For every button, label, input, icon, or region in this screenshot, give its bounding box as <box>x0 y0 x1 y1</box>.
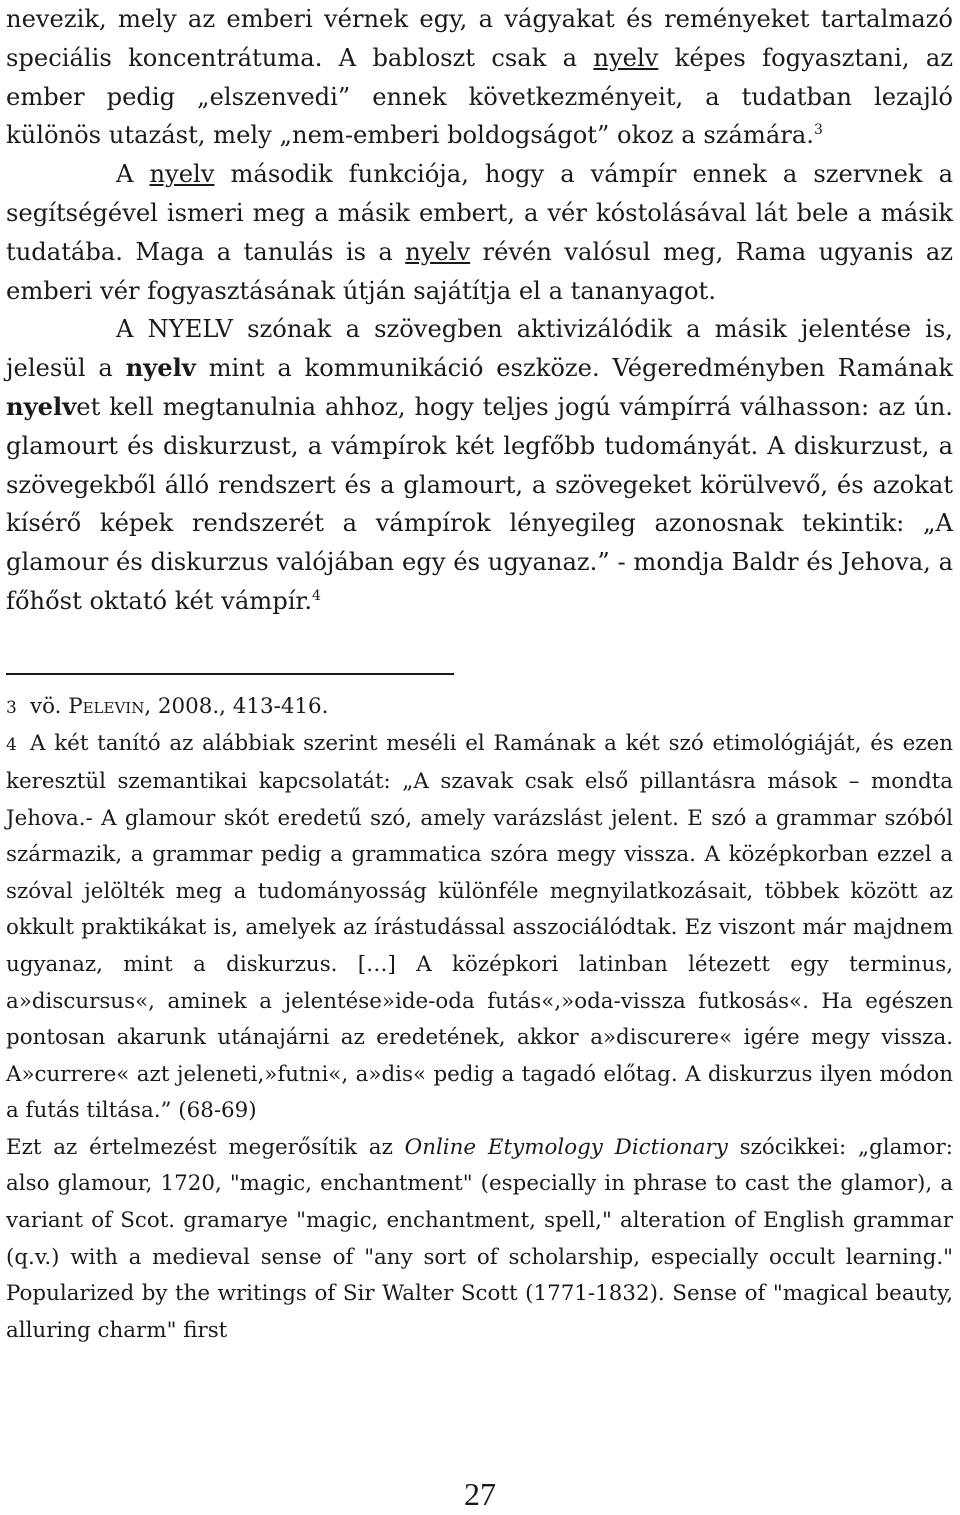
paragraph-2-text: A <box>116 160 150 189</box>
main-text <box>6 0 953 621</box>
footnote-ref-4[interactable]: 4 <box>312 587 321 604</box>
paragraph-1-text-cont: képes fogyasztani, az ember pedig „elszenvedi” ennek következményeit, a tudatban lezajló különös utazást, mely „nem-emberi boldogságot” okoz a számára. <box>6 43 953 150</box>
paragraph-1 <box>6 0 953 155</box>
footnote-3-citation: , 2008., 413-416. <box>144 693 329 719</box>
footnote-ref-3[interactable]: 3 <box>813 122 823 139</box>
dictionary-title: Online Etymology Dictionary <box>404 1134 728 1160</box>
paragraph-3-text: A NYELV szónak a szövegben aktivizálódik a másik jelentése is, jelesül a <box>6 315 953 383</box>
footnote-number: 4 <box>6 735 17 756</box>
keyword-nyelv-bold: nyelv <box>6 391 77 421</box>
footnote-3-author: Pelevin <box>68 693 145 719</box>
paragraph-3-text-cont: mint a kommunikáció eszköze. Végeredményben Ramának <box>195 354 953 383</box>
footnote-4-text: A két tanító az alábbiak szerint meséli el Ramának a két szó etimológiáját, és ezen keresztül szemantikai kapcsolatát: „A szavak csak első pillantásra mások – mondta Jehova.- A glamour skót eredetű szó, amely varázslást jelent. E szó a grammar szóból származik, a grammar pedig a grammatica szóra megy vissza. A középkorban ezzel a szóval jelölték meg a tudományosság különféle megnyilatkozásait, többek között az okkult praktikákat is, amelyek az írástudással asszociálódtak. Ez viszont már majdnem ugyanaz, mint a diskurzus. […] A középkori latinban létezett egy terminus, a»discursus«, aminek a jelentése»ide-oda futás«,»oda-vissza futkosás«. Ha egészen pontosan akarunk utánajárni az eredetének, akkor a»discurere« igére megy vissza. A»currere« azt jeleneti,»futni«, a»dis« pedig a tagadó előtag. A diskurzus ilyen módon a futás tiltása.” (68-69) <box>6 731 953 1124</box>
footnote-3 <box>6 689 953 727</box>
footnote-4 <box>6 726 953 1130</box>
footnotes <box>6 689 953 1350</box>
keyword-nyelv: nyelv <box>593 43 659 72</box>
keyword-nyelv-bold: nyelv <box>125 353 196 383</box>
paragraph-3 <box>6 310 953 620</box>
footnote-4-cont-text: Ezt az értelmezést megerősítik az <box>6 1134 405 1160</box>
keyword-nyelv: nyelv <box>405 237 471 266</box>
keyword-nyelv: nyelv <box>149 160 215 189</box>
footnote-4-continued <box>6 1130 953 1350</box>
page-number: 27 <box>464 1476 496 1512</box>
paragraph-2-text-cont: második funkciója, hogy a vámpír ennek a szervnek a segítségével ismeri meg a másik embert, a vér kóstolásával lát bele a másik tudatába. Maga a tanulás is a <box>6 160 953 266</box>
footnote-separator <box>6 673 454 675</box>
footnote-number: 3 <box>6 697 17 718</box>
footnote-3-text: vö. <box>30 693 69 719</box>
paragraph-2 <box>6 155 953 310</box>
paragraph-1-text: nevezik, mely az emberi vérnek egy, a vágyakat és reményeket tartalmazó speciális koncentrátuma. A babloszt csak a <box>6 5 953 72</box>
paragraph-2-text-end: révén valósul meg, Rama ugyanis az emberi vér fogyasztásának útján sajátítja el a tananyagot. <box>6 237 953 305</box>
footnote-4-cont-text-end: szócikkei: „glamor: also glamour, 1720, "magic, enchantment" (especially in phrase to cast the glamor), a variant of Scot. gramarye "magic, enchantment, spell," alteration of English grammar (q.v.) with a medieval sense of "any sort of scholarship, especially occult learning." Popularized by the writings of Sir Walter Scott (1771-1832). Sense of "magical beauty, alluring charm" first <box>6 1134 953 1343</box>
paragraph-3-text-end: et kell megtanulnia ahhoz, hogy teljes jogú vámpírrá válhasson: az ún. glamourt és diskurzust, a vámpírok két legfőbb tudományát. A diskurzust, a szövegekből álló rendszert és a glamourt, a szövegeket körülvevő, és azokat kísérő képek rendszerét a vámpírok lényegileg azonosnak tekintik: „A glamour és diskurzus valójában egy és ugyanaz.” - mondja Baldr és Jehova, a főhőst oktató két vámpír. <box>6 392 953 615</box>
